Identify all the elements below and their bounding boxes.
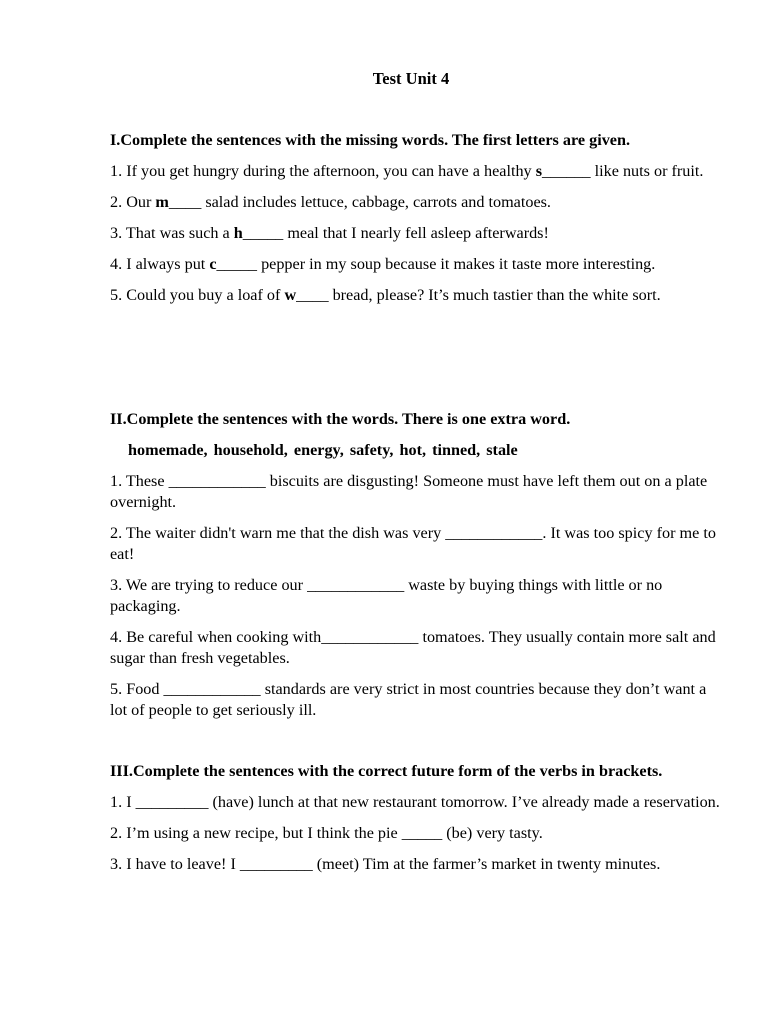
section-1-item-4: 4. I always put c_____ pepper in my soup because it makes it taste more interesting.	[110, 255, 656, 273]
section-2-item-1: 1. These ____________ biscuits are disgusting! Someone must have left them out on a plate overnight.	[110, 472, 708, 511]
section-3-heading: III.Complete the sentences with the correct future form of the verbs in brackets.	[110, 762, 663, 780]
page-title: Test Unit 4	[372, 69, 450, 88]
section-3-item-1: 1. I _________ (have) lunch at that new restaurant tomorrow. I’ve already made a reservation.	[110, 793, 720, 811]
section-2-item-2: 2. The waiter didn't warn me that the dish was very ____________. It was too spicy for me to eat!	[110, 524, 716, 563]
section-3-item-3: 3. I have to leave! I _________ (meet) Tim at the farmer’s market in twenty minutes.	[110, 855, 661, 873]
section-1-item-2: 2. Our m____ salad includes lettuce, cabbage, carrots and tomatoes.	[110, 193, 551, 211]
section-1-item-1: 1. If you get hungry during the afternoon, you can have a healthy s______ like nuts or fruit.	[110, 162, 704, 180]
section-3-item-2: 2. I’m using a new recipe, but I think the pie _____ (be) very tasty.	[110, 824, 543, 842]
section-2-item-4: 4. Be careful when cooking with____________ tomatoes. They usually contain more salt and sugar than fresh vegetables.	[110, 628, 716, 667]
section-2	[110, 409, 722, 731]
section-1-item-5: 5. Could you buy a loaf of w____ bread, please? It’s much tastier than the white sort.	[110, 286, 661, 304]
section-1-item-3: 3. That was such a h_____ meal that I nearly fell asleep afterwards!	[110, 224, 549, 242]
section-2-item-3: 3. We are trying to reduce our ____________ waste by buying things with little or no packaging.	[110, 576, 663, 615]
section-2-item-5: 5. Food ____________ standards are very strict in most countries because they don’t want a lot of people to get seriously ill.	[110, 680, 707, 719]
section-2-heading: II.Complete the sentences with the words. There is one extra word.	[110, 410, 571, 428]
word-bank: homemade, household, energy, safety, hot, tinned, stale	[128, 441, 518, 459]
section-1-heading: I.Complete the sentences with the missing words. The first letters are given.	[110, 131, 631, 149]
section-3	[110, 761, 722, 885]
section-1	[110, 130, 722, 316]
